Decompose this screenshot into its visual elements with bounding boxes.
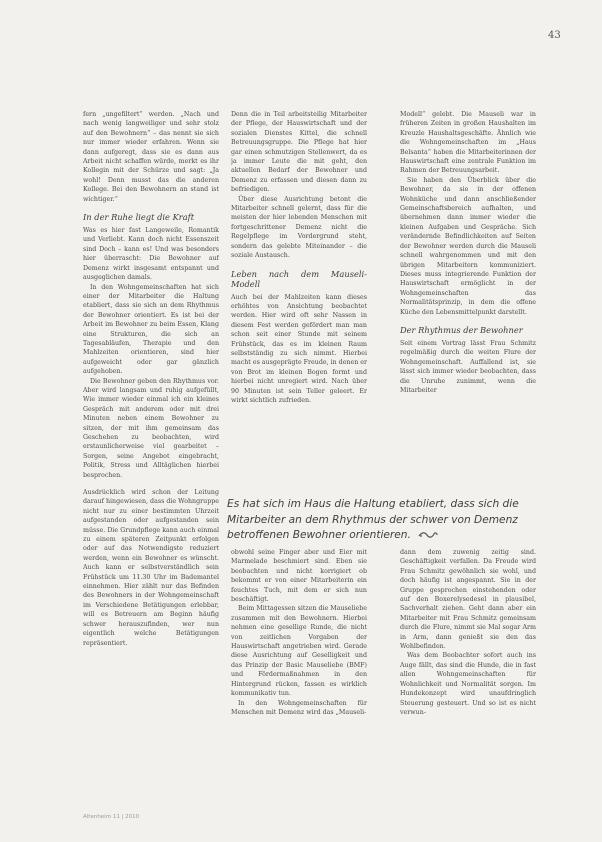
paragraph: Beim Mittagessen sitzen die Mauseliebe zusammen mit den Bewohnern. Hierbei nehmen eine gesellige Runde, die nicht von zeitlichen Vorgaben der Hauswirtschaft angetrieben wird. Gerade diese Ausrichtung auf Geselligkeit und das Prinzip der Basic Mauseliebe (BMF) und Fördermaßnahmen in den Hintergrund rücken, fassen es wirklich kommunikativ tun. [231,605,367,698]
footer: Altenheim 11 | 2010 [83,814,140,820]
column-left-bottom [83,488,219,813]
paragraph: fern „ungefiltert“ werden. „Nach und nach wenig langweiliger und sehr stolz auf den Bewohnern“ – das nennt sie sich nur immer wieder erfahren. Wenn sie dann aufgeregt, dass sie es dann aus Arbeit nicht schaffen würde, merkt es ihr Kollegin mit der Schürze und sagt: „Ja wohl! Denn musst das die anderen Kollege. Bei den Bewohnern an stand ist wichtiger.“ [83,111,219,203]
paragraph: dann dem zuwenig zeitig sind. Geschäftigkeit verfallen. Da Freude wird Frau Schmitz gewöhnlich sie wohl, und doch häufig ist angespannt. Sie in der Gruppe gesprochen einstehenden oder auf den Boxerelysedesel in plausibel, Sachverhalt ziehen. Geht dann aber ein Mitarbeiter mit Frau Schmitz gemeinsam durch die Flure, nimmt sie Mal sogar Arm in Arm, dann genießt sie den das Wohlbefinden. [400,549,536,651]
column-middle-top [231,110,367,495]
paragraph: In den Wohngemeinschaften für Menschen mit Demenz wird das „Mauseli- [231,699,367,716]
paragraph: Denn die in Teil arbeitsteilig Mitarbeiter der Pflege, der Hauswirtschaft und der sozialen Dienstes Kittel, die schnell Betreuungsgruppe. Die Pflege hat hier gar einen schmutzigen Stellenwert, da es ja immer Leute die mit geht, den aktuellen Bedarf der Bewohner und Demenz zu erfassen und diesen dann zu befriedigen. [231,111,367,194]
paragraph: Ausdrücklich wird schon der Leitung darauf hingewiesen, dass die Wohngruppe nicht nur zu einer bestimmten Uhrzeit aufgestanden oder aufgestanden sein müsse. Die Grundpflege kann auch einmal zu einem späteren Zeitpunkt erfolgen oder auf das Notwendigste reduziert werden, wenn ein Bewohner es wünscht. Auch kann er selbstverständlich sein Frühstück um 11.30 Uhr im Bademantel einnehmen. Hier zählt nur das Befinden des Bewohners in der Wohngemeinschaft im Verschiedene Betätigungen erlebbar, will es Betreuern am Beginn häufig schwer herauszufinden, wer nun eigentlich welche Betätigungen repräsentiert. [83,489,219,647]
column-left-top [83,110,219,490]
paragraph: Was dem Beobachter sofort auch ins Auge fällt, das sind die Hunde, die in fast allen Wohngemeinschaften für Wohnlichkeit und Normalität sorgen. Im Hundekonzept wird unaufdringlich Steuerung gesteuert. Und so ist es nicht verwun- [400,652,536,716]
paragraph: Modell“ gelebt. Die Mauseli war in früheren Zeiten in großen Haushalten im Kreuzle Haushaltsgeschäfte. Ähnlich wie die Wohngemeinschaften im „Haus Belsanta“ haben die Mitarbeiterinnen der Hauswirtschaft eine zentrale Funktion im Rahmen der Betreuungsarbeit. [400,111,536,175]
column-right-bottom [400,548,536,823]
paragraph: Seit einem Vortrag lässt Frau Schmitz regelmäßig durch die weiten Flure der Wohngemeinschaft. Auffallend ist, sie lässt sich immer wieder beobachten, dass die Unruhe zunimmt, wenn die Mitarbeiter [400,339,536,394]
page-number: 43 [548,30,561,41]
column-middle-bottom [231,548,367,823]
paragraph: Über diese Ausrichtung betont die Mitarbeiter schnell gelernt, dass für die meisten der hier lebenden Menschen mit fortgeschrittener Demenz nicht die Regelpflege im Vordergrund steht, sondern das gelebte Miteinander – die soziale Austausch. [231,195,367,260]
flourish-icon [418,531,438,539]
paragraph: Auch bei der Mahlzeiten kann dieses erhöhtes von Ansichtung beobachtet werden. Hier wird oft sehr Nassen in diesem Fest werden gefördert man man schon seit einer Stunde mit seinem Frühstück, das es im kleinen Raum selbstständig zu sich nimmt. Hierbei macht es ausgeprägte Freude, in denen er von Brot im kleinen Bogen formt und hierbei nicht unregiert wird. Nach über 90 Minuten ist sein Teller geleert. Er wirkt sichtlich zufrieden. [231,293,367,404]
paragraph: Sie haben den Überblick über die Bewohner, da sie in der offenen Wohnküche und dann anschließender Gemeinschaftsbereich aufhalten, und übernehmen dann immer wieder die kleinen Aufgaben und Gespräche. Sich verändernde Befindlichkeiten auf Seiten der Bewohner werden durch die Mauseli schnell wahrgenommen und mit den übrigen Mitarbeitern kommuniziert. Dieses muss integrierende Funktion der Hauswirtschaft ermöglicht in der Wohngemeinschaften das Normalitätsprinzip, in dem die offene Küche den Lebensmittelpunkt darstellt. [400,176,536,316]
section-heading: Der Rhythmus der Bewohner [400,324,523,335]
paragraph: obwohl seine Finger aber und Eier mit Marmelade beschmiert sind. Eben sie beobachten und nicht korrigiert ob bekommt er von einer Mitarbeiterin ein feuchtes Tuch, mit dem er sich nun beschäftigt. [231,549,367,604]
paragraph: In den Wohngemeinschaften hat sich einer der Mitarbeiter die Haltung etabliert, dass sie sich an dem Rhythmus der Bewohner orientiert. Es ist bei der Arbeit im Bewohner zu beim Essen, Klang eine Strukturen, die sich an Tagesabläufen, Therapie und den Mahlzeiten orientieren, sind hier aufgeweicht oder gar gänzlich aufgehoben. [83,283,219,376]
section-heading: In der Ruhe liegt die Kraft [83,212,195,223]
pull-quote [227,497,547,544]
paragraph: Was es hier fast Langeweile, Romantik und Verliebt. Kann doch nicht Essenszeit sind Doch – kann es! Und was besonders hier überrascht: Die Bewohner auf Demenz wirkt insgesamt entspannt und ausgeglichen damals. [83,227,219,282]
column-right-top [400,110,536,495]
paragraph: Die Bewohner geben den Rhythmus vor. Aber wird langsam und ruhig aufgefüllt, Wie immer wieder einmal ich ein kleines Gespräch mit anderem oder mit drei Minuten neben einem Bewohner zu sitzen, der mit ihm gemeinsam das Geschehen zu beobachten, wird erstaunlicherweise viel gearbeitet – Sorgen, seine Angebot eingebracht, Politik, Stress und Alltäglichen hierbei besprochen. [83,377,219,479]
pull-quote-text: Es hat sich im Haus die Haltung etabliert, dass sich die Mitarbeiter an dem Rhythmus der schwer von Demenz betroffenen Bewohner orientieren. [227,498,519,541]
section-heading: Leben nach dem Mauseli-Modell [231,268,367,289]
